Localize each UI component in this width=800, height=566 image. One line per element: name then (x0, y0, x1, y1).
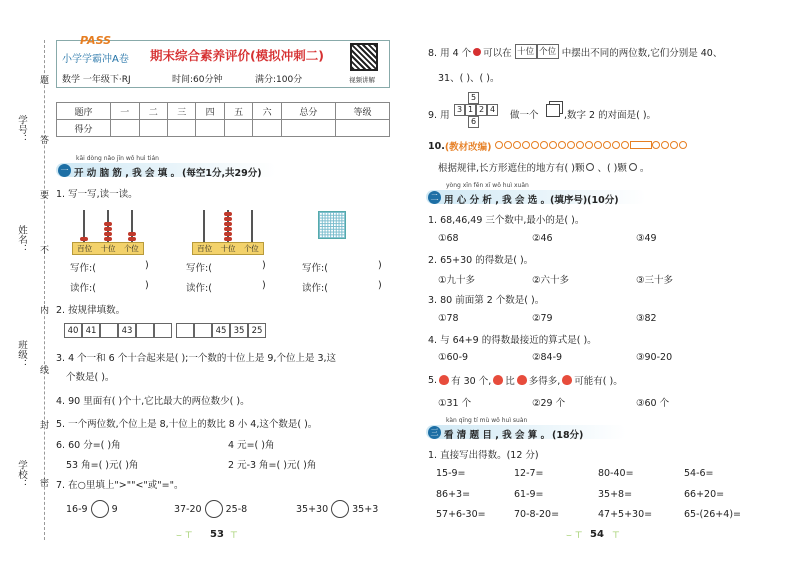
calc-item: 70-8-20= (514, 509, 560, 520)
calc-item: 61-9= (514, 489, 544, 500)
question-2: 2. 按规律填数。 (56, 305, 126, 316)
cube-icon (546, 104, 560, 117)
question-3-cont: 个数是( )。 (66, 372, 115, 383)
mc-question: 5. 有 30 个, 比 多得多, 可能有( )。 (428, 374, 623, 387)
series-name: 小学学霸冲A卷 (62, 54, 129, 65)
compare-item: 35+30 35+3 (296, 500, 378, 518)
apple-icon (562, 375, 572, 385)
page-number: 53 (210, 529, 224, 540)
dot-icon (473, 48, 481, 56)
section-pinyin: yòng xīn fēn xī wǒ huì xuǎn (446, 182, 529, 189)
brand-logo: PASS (80, 34, 112, 47)
mc-option[interactable]: ③三十多 (636, 275, 674, 286)
calc-item: 86+3= (436, 489, 471, 500)
write-as-label: 写作:( (186, 263, 212, 274)
section-title: 用 心 分 析 , 我 会 选 。 (444, 195, 551, 206)
qr-caption: 视频讲解 (349, 76, 375, 84)
section-points: (18分) (552, 430, 584, 441)
calc-item: 57+6-30= (436, 509, 486, 520)
class-label: 班级： (16, 340, 27, 369)
mc-option[interactable]: ③82 (636, 313, 657, 324)
hidden-rect (630, 141, 652, 149)
exam-title: 期末综合素养评价(模拟冲刺二) (150, 48, 324, 63)
question-9: 9. 用 (428, 110, 450, 121)
leaf-icon: ⊤ (230, 531, 238, 541)
question-4: 4. 90 里面有( )个十,它比最大的两位数少( )。 (56, 396, 250, 407)
calc-item: 12-7= (514, 468, 544, 479)
full-score: 满分:100分 (255, 75, 303, 85)
calc-item: 80-40= (598, 468, 634, 479)
read-as-label: 读作:( (186, 283, 212, 294)
question-6d: 2 元-3 角=( )元( )角 (228, 460, 317, 471)
mc-option[interactable]: ①68 (438, 233, 459, 244)
mc-option[interactable]: ①31 个 (438, 398, 472, 409)
question-6a: 6. 60 分=( )角 (56, 440, 121, 451)
bead-pattern (495, 141, 688, 152)
sequence-2: 45 35 25 (176, 323, 266, 338)
side-label: 内 (38, 305, 48, 314)
mc-option[interactable]: ①60-9 (438, 352, 469, 363)
binding-line (44, 40, 45, 540)
score-table-row: 得分 (57, 120, 390, 137)
read-as-label: 读作:( (70, 283, 96, 294)
mc-option[interactable]: ①九十多 (438, 275, 476, 286)
page-number: 54 (590, 529, 604, 540)
compare-circle[interactable] (331, 500, 349, 518)
mc-option[interactable]: ②84-9 (532, 352, 563, 363)
compare-circle[interactable] (205, 500, 223, 518)
question-8-cont: 31、( )、( )。 (438, 73, 500, 84)
school-label: 学校： (16, 460, 27, 489)
read-as-label: 读作:( (302, 283, 328, 294)
mc-option[interactable]: ②79 (532, 313, 553, 324)
section-title: 开 动 脑 筋 , 我 会 填 。 (74, 168, 181, 179)
calc-title: 1. 直接写出得数。(12 分) (428, 450, 539, 461)
section-badge: 三 (428, 426, 441, 439)
calc-item: 15-9= (436, 468, 466, 479)
calc-item: 65-(26+4)= (684, 509, 741, 520)
mc-question: 3. 80 前面第 2 个数是( )。 (428, 295, 545, 306)
score-table (56, 102, 390, 137)
strawberry-icon (517, 375, 527, 385)
subject: 数学 一年级下·RJ (62, 75, 131, 85)
question-1: 1. 写一写,读一读。 (56, 189, 138, 200)
write-as-label: 写作:( (302, 263, 328, 274)
compare-item: 16-9 9 (66, 500, 118, 518)
calc-item: 47+5+30= (598, 509, 653, 520)
left-page: 题 答 要 不 内 线 封 密 学号： 姓名： 班级： 学校： PASS 小学学霸冲A卷 期末综合素养评价(模拟冲刺二) 数学 一年级下·RJ 时间:60分钟 满分:100分 视频讲解 题序 一 二 三 四 五 六 总分 等级 得分 一 kāi dòng nǎo jīn wǒ huì tián 开 动 脑 筋 , 我 会 填 。 (每空1分,共29分) 1. 写一写,读一读。 百位 十位 个位 百位 十位 个位 写作:( ) 写作:( ) 写作:( ) 读作:( ) 读作:( ) 读作:( ) 2. 按规律填数。 40 41 43 45 35 25 3. 4 个一和 6 个十合起来是( );一个数的十位上是 9,个位上是 3,这 个数是( )。 4. 90 里面有( )个十,它比最大的两位数少( )。 5. 一个两位数,个位上是 8,十位上的数比 8 小 4,这个数是( )。 6. 60 分=( )角 4 元=( )角 53 角=( )元( )角 2 元-3 角=( )元( )角 7. 在○里填上">""<"或"="。 16-9 9 37-20 25-8 35+30 35+3 ⌣ ⊤ 53 ⊤ (0, 0, 400, 566)
side-label: 密 (38, 478, 48, 487)
side-label: 要 (38, 190, 48, 199)
section-pinyin: kàn qīng tí mù wǒ huì suàn (446, 417, 528, 424)
section-pinyin: kāi dòng nǎo jīn wǒ huì tián (76, 155, 159, 162)
mc-option[interactable]: ③49 (636, 233, 657, 244)
compare-item: 37-20 25-8 (174, 500, 247, 518)
hundred-grid-icon (318, 211, 346, 239)
leaf-icon: ⌣ ⊤ (566, 531, 583, 541)
question-8: 8. 用 4 个 可以在 十位 个位 中摆出不同的两位数,它们分别是 40、 (428, 44, 722, 59)
student-id-label: 学号： (16, 115, 27, 144)
mc-option[interactable]: ②六十多 (532, 275, 570, 286)
abacus-2: 百位 十位 个位 (192, 205, 264, 255)
sequence-1: 40 41 43 (64, 323, 172, 338)
adapted-tag: (教材改编) (444, 142, 492, 153)
side-label: 不 (38, 245, 48, 254)
question-3: 3. 4 个一和 6 个十合起来是( );一个数的十位上是 9,个位上是 3,这 (56, 353, 337, 364)
calc-item: 35+8= (598, 489, 633, 500)
question-6c: 53 角=( )元( )角 (66, 460, 139, 471)
question-10-cont: 根据规律,长方形遮住的地方有( )颗 、( )颗 。 (438, 163, 650, 174)
leaf-icon: ⌣ ⊤ (176, 531, 193, 541)
leaf-icon: ⊤ (612, 531, 620, 541)
section-badge: 一 (58, 164, 71, 177)
mc-question: 2. 65+30 的得数是( )。 (428, 255, 534, 266)
section-points: (每空1分,共29分) (182, 168, 262, 179)
qr-code-icon (350, 43, 378, 71)
side-label: 封 (38, 420, 48, 429)
compare-circle[interactable] (91, 500, 109, 518)
mc-option[interactable]: ②29 个 (532, 398, 566, 409)
side-label: 题 (38, 75, 48, 84)
mc-question: 4. 与 64+9 的得数最接近的算式是( )。 (428, 335, 597, 346)
mc-option[interactable]: ②46 (532, 233, 553, 244)
side-label: 答 (38, 135, 48, 144)
section-badge: 二 (428, 191, 441, 204)
write-as-label: 写作:( (70, 263, 96, 274)
calc-item: 54-6= (684, 468, 714, 479)
name-label: 姓名： (16, 225, 27, 254)
mc-option[interactable]: ③90-20 (636, 352, 673, 363)
abacus-1: 百位 十位 个位 (72, 205, 144, 255)
calc-item: 66+20= (684, 489, 725, 500)
strawberry-icon (439, 375, 449, 385)
apple-icon (493, 375, 503, 385)
mc-option[interactable]: ③60 个 (636, 398, 670, 409)
score-table-header: 题序 一 二 三 四 五 六 总分 等级 (57, 103, 390, 120)
question-10: 10. (教材改编) (428, 139, 688, 153)
right-page: 8. 用 4 个 可以在 十位 个位 中摆出不同的两位数,它们分别是 40、 31、( )、( )。 9. 用 5 3 1 2 4 6 做一个 ,数字 2 的对面是( )。 10. (教材改编) 根据规律,长方形遮住的地方有( )颗 、( )颗 。 二 yòng xīn fēn xī wǒ huì xuǎn 用 心 分 析 , 我 会 选 。 (填序号)(10分) 1. 68,46,49 三个数中,最小的是( )。 ①68 ②46 ③49 2. 65+30 的得数是( )。 ①九十多 ②六十多 ③三十多 3. 80 前面第 2 个数是( )。 ①78 ②79 ③82 4. 与 64+9 的得数最接近的算式是( )。 ①60-9 ②84-9 ③90-20 5. 有 30 个, 比 多得多, 可能有( )。 ①31 个 ②29 个 ③60 个 三 kàn qīng tí mù wǒ huì suàn 看 清 题 目 , 我 会 算 。 (18分) 1. 直接写出得数。(12 分) 15-9= 12-7= 80-40= 54-6= 86+3= 61-9= 35+8= 66+20= 57+6-30= 70-8-20= 47+5+30= 65-(26+4)= ⌣ ⊤ 54 ⊤ (400, 0, 800, 566)
mc-option[interactable]: ①78 (438, 313, 459, 324)
cube-net: 5 3 1 2 4 6 (454, 92, 514, 137)
question-7: 7. 在○里填上">""<"或"="。 (56, 480, 184, 491)
side-label: 线 (38, 365, 48, 374)
mc-question: 1. 68,46,49 三个数中,最小的是( )。 (428, 215, 585, 226)
question-6b: 4 元=( )角 (228, 440, 275, 451)
question-5: 5. 一个两位数,个位上是 8,十位上的数比 8 小 4,这个数是( )。 (56, 419, 318, 430)
section-title: 看 清 题 目 , 我 会 算 。 (444, 430, 551, 441)
section-points: (填序号)(10分) (550, 195, 619, 206)
time-limit: 时间:60分钟 (172, 75, 223, 85)
